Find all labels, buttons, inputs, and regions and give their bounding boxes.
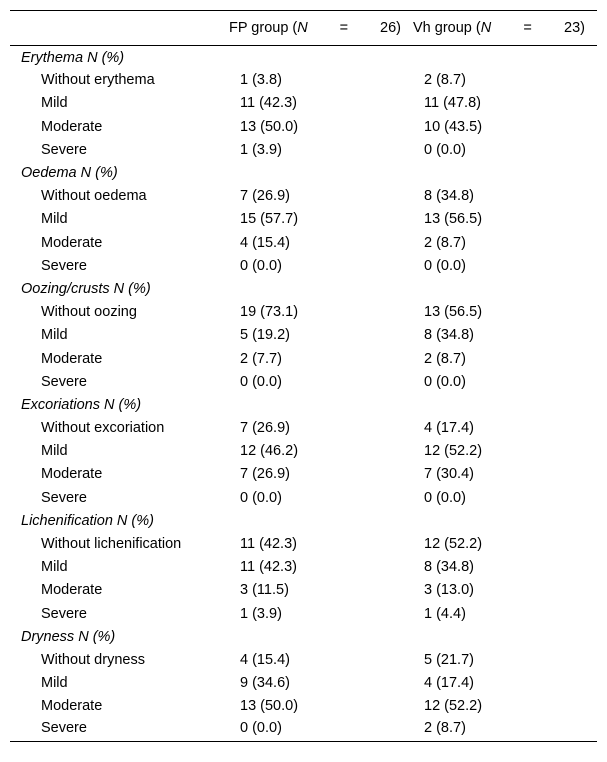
table-row: [10, 92, 597, 115]
row-label: Mild: [41, 327, 68, 344]
fp-value: 13 (50.0): [240, 118, 299, 135]
vh-value: 1 (4.4): [424, 605, 466, 622]
row-label: Severe: [41, 141, 87, 158]
vh-value: 11 (47.8): [424, 95, 481, 112]
table-row: [10, 648, 597, 671]
table-row: [10, 417, 597, 440]
section-row: [10, 161, 597, 184]
row-label: Without lichenification: [41, 536, 182, 553]
vh-value: 8 (34.8): [424, 188, 474, 205]
table-row: [10, 556, 597, 579]
row-label: Severe: [41, 257, 87, 274]
row-label: Severe: [41, 489, 87, 506]
fp-value: 3 (11.5): [240, 582, 289, 599]
fp-value: 4 (15.4): [240, 234, 290, 251]
table-row: [10, 208, 597, 231]
row-label: Without oedema: [41, 188, 147, 205]
fp-value: 13 (50.0): [240, 698, 299, 715]
row-label: Mild: [41, 675, 68, 692]
header-fp-value: 26): [380, 20, 401, 36]
row-label: Moderate: [41, 582, 103, 599]
fp-value: 1 (3.9): [240, 141, 282, 158]
row-label: Without excoriation: [41, 420, 165, 437]
vh-value: 2 (8.7): [424, 234, 466, 251]
vh-value: 12 (52.2): [424, 536, 483, 553]
vh-value: 0 (0.0): [424, 141, 466, 158]
table-row: [10, 69, 597, 92]
row-label: Moderate: [41, 234, 103, 251]
table-row: [10, 301, 597, 324]
fp-value: 1 (3.9): [240, 605, 282, 622]
fp-value: 0 (0.0): [240, 489, 282, 506]
fp-value: 0 (0.0): [240, 719, 282, 736]
table-row: [10, 602, 597, 625]
section-title: Erythema N (%): [21, 50, 125, 67]
row-label: Moderate: [41, 466, 103, 483]
row-label: Moderate: [41, 698, 103, 715]
vh-value: 2 (8.7): [424, 719, 466, 736]
fp-value: 0 (0.0): [240, 257, 282, 274]
vh-value: 3 (13.0): [424, 582, 474, 599]
row-label: Severe: [41, 719, 87, 736]
fp-value: 15 (57.7): [240, 211, 299, 228]
vh-value: 10 (43.5): [424, 118, 483, 135]
fp-value: 12 (46.2): [240, 443, 299, 460]
vh-value: 0 (0.0): [424, 257, 466, 274]
table-row: [10, 463, 597, 486]
vh-value: 0 (0.0): [424, 373, 466, 390]
header-fp-eq: =: [339, 20, 349, 36]
header-vh-n: N: [480, 20, 492, 36]
fp-value: 2 (7.7): [240, 350, 282, 367]
fp-value: 7 (26.9): [240, 188, 290, 205]
header-fp-group: [229, 11, 413, 46]
section-row: [10, 277, 597, 300]
table-header-row: [10, 11, 597, 46]
section-row: [10, 46, 597, 69]
vh-value: 12 (52.2): [424, 698, 483, 715]
table-row: [10, 672, 597, 695]
header-vh-prefix: Vh group (: [413, 20, 481, 36]
row-label: Mild: [41, 559, 68, 576]
header-empty-cell: [10, 11, 229, 46]
table-row: [10, 370, 597, 393]
vh-value: 8 (34.8): [424, 559, 474, 576]
table-row: [10, 695, 597, 718]
header-fp-prefix: FP group (: [229, 20, 298, 36]
table-row: [10, 115, 597, 138]
table-row: [10, 718, 597, 741]
table-row: [10, 579, 597, 602]
row-label: Severe: [41, 373, 87, 390]
fp-value: 7 (26.9): [240, 420, 290, 437]
fp-value: 4 (15.4): [240, 651, 290, 668]
vh-value: 2 (8.7): [424, 350, 466, 367]
vh-value: 13 (56.5): [424, 304, 483, 321]
header-vh-eq: =: [523, 20, 532, 36]
section-title: Dryness N (%): [21, 628, 116, 645]
section-title: Excoriations N (%): [21, 396, 142, 413]
row-label: Without dryness: [41, 651, 145, 668]
vh-value: 7 (30.4): [424, 466, 474, 483]
vh-value: 5 (21.7): [424, 651, 474, 668]
row-label: Severe: [41, 605, 87, 622]
fp-value: 1 (3.8): [240, 72, 282, 89]
row-label: Without erythema: [41, 72, 155, 89]
table-row: [10, 324, 597, 347]
header-fp-n: N: [297, 20, 308, 36]
table-row: [10, 486, 597, 509]
table-row: [10, 532, 597, 555]
table-row: [10, 254, 597, 277]
section-title: Lichenification N (%): [21, 512, 154, 529]
row-label: Mild: [41, 211, 68, 228]
header-vh-group: [413, 11, 597, 46]
header-vh-value: 23): [564, 20, 585, 36]
fp-value: 5 (19.2): [240, 327, 290, 344]
fp-value: 7 (26.9): [240, 466, 290, 483]
vh-value: 13 (56.5): [424, 211, 483, 228]
table-body: [10, 46, 597, 742]
vh-value: 4 (17.4): [424, 420, 474, 437]
table-container: [10, 10, 597, 742]
table-row: [10, 440, 597, 463]
row-label: Mild: [41, 95, 68, 112]
results-table: [10, 10, 597, 742]
section-title: Oozing/crusts N (%): [21, 280, 151, 297]
section-row: [10, 625, 597, 648]
fp-value: 9 (34.6): [240, 675, 290, 692]
fp-value: 11 (42.3): [240, 559, 297, 576]
row-label: Without oozing: [41, 304, 137, 321]
table-row: [10, 231, 597, 254]
table-row: [10, 347, 597, 370]
vh-value: 8 (34.8): [424, 327, 474, 344]
section-title: Oedema N (%): [21, 165, 118, 182]
vh-value: 0 (0.0): [424, 489, 466, 506]
fp-value: 19 (73.1): [240, 304, 299, 321]
row-label: Moderate: [41, 118, 103, 135]
fp-value: 11 (42.3): [240, 536, 297, 553]
vh-value: 2 (8.7): [424, 72, 466, 89]
table-row: [10, 138, 597, 161]
vh-value: 12 (52.2): [424, 443, 483, 460]
fp-value: 11 (42.3): [240, 95, 297, 112]
row-label: Moderate: [41, 350, 103, 367]
vh-value: 4 (17.4): [424, 675, 474, 692]
row-label: Mild: [41, 443, 68, 460]
section-row: [10, 393, 597, 416]
fp-value: 0 (0.0): [240, 373, 282, 390]
section-row: [10, 509, 597, 532]
table-row: [10, 185, 597, 208]
